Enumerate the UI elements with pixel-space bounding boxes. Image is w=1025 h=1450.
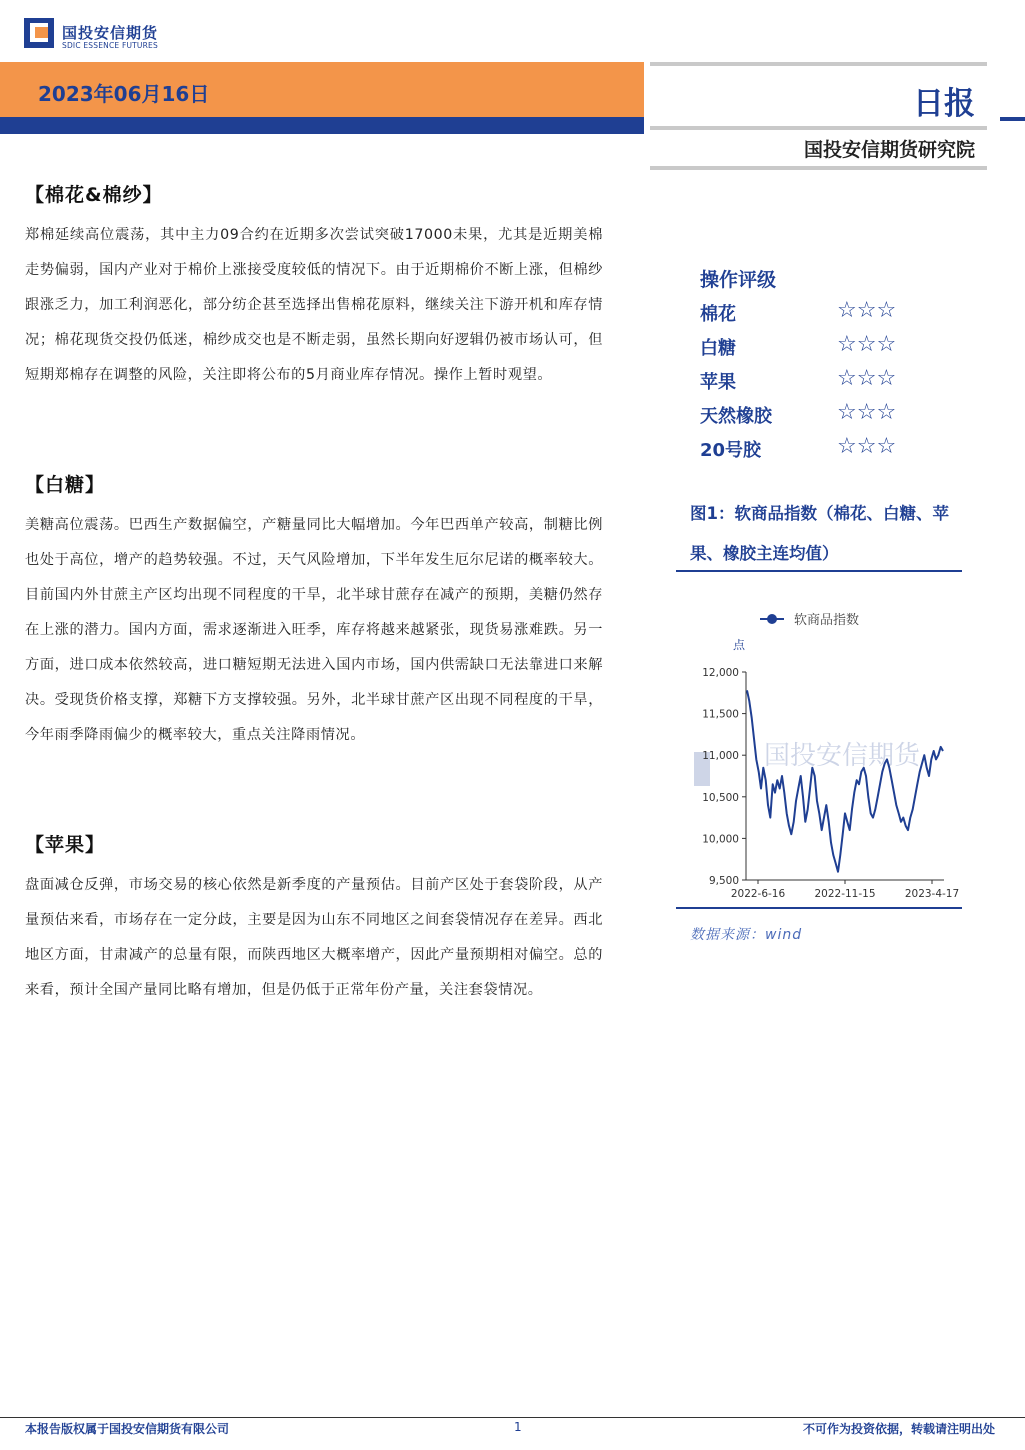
footer-disclaimer: 不可作为投资依据，转载请注明出处 xyxy=(802,1422,995,1436)
rating-stars-icon: ☆☆☆ xyxy=(837,332,897,357)
header-divider xyxy=(650,166,987,170)
rating-stars-icon: ☆☆☆ xyxy=(837,366,897,391)
x-tick-label: 2022-11-15 xyxy=(814,888,876,900)
soft-commodity-index-chart xyxy=(676,596,962,904)
rating-name: 棉花 xyxy=(700,304,736,325)
rating-name: 苹果 xyxy=(700,372,736,393)
rating-row xyxy=(700,436,920,470)
y-tick-label: 12,000 xyxy=(702,667,739,679)
rating-row xyxy=(700,300,920,334)
data-source: 数据来源：wind xyxy=(690,927,803,943)
report-type: 日报 xyxy=(913,86,975,122)
x-tick-label: 2023-4-17 xyxy=(904,888,960,900)
x-axis-ticks xyxy=(731,880,959,900)
header-divider xyxy=(650,126,987,130)
rating-name: 天然橡胶 xyxy=(700,406,772,427)
section-title-apple: 【苹果】 xyxy=(25,834,106,856)
section-body-sugar: 美糖高位震荡。巴西生产数据偏空，产糖量同比大幅增加。今年巴西单产较高，制糖比例也处于高位，增产的趋势较强。不过，天气风险增加，下半年发生厄尔尼诺的概率较大。目前国内外甘蔗主产区均出现不同程度的干旱，北半球甘蔗存在减产的预期，美糖仍然存在上涨的潜力。国内方面，需求逐渐进入旺季，库存将越来越紧张，现货易涨难跌。另一方面，进口成本依然较高，进口糖短期无法进入国内市场，国内供需缺口无法靠进口来解决。受现货价格支撑，郑糖下方支撑较强。另外，北半球甘蔗产区出现不同程度的干旱，今年雨季降雨偏少的概率较大，重点关注降雨情况。 xyxy=(25,517,603,743)
y-tick-label: 10,000 xyxy=(702,833,739,846)
figure-rule-top xyxy=(676,570,962,572)
header-divider xyxy=(650,62,987,66)
y-tick-label: 10,500 xyxy=(702,791,739,804)
y-tick-label: 11,500 xyxy=(702,708,739,721)
watermark-text: 国投安信期货 xyxy=(764,741,921,771)
rating-name: 白糖 xyxy=(700,338,736,359)
section-body-cotton: 郑棉延续高位震荡，其中主力09合约在近期多次尝试突破17000未果，尤其是近期美棉走势偏弱，国内产业对于棉价上涨接受度较低的情况下。由于近期棉价不断上涨，但棉纱跟涨乏力，加工利润恶化，部分纺企甚至选择出售棉花原料，继续关注下游开机和库存情况；棉花现货交投仍低迷，棉纱成交也是不断走弱，虽然长期向好逻辑仍被市场认可，但短期郑棉存在调整的风险，关注即将公布的5月商业库存情况。操作上暂时观望。 xyxy=(25,227,603,383)
rating-row xyxy=(700,334,920,368)
rating-stars-icon: ☆☆☆ xyxy=(837,434,897,459)
header-divider xyxy=(1000,117,1025,121)
legend-label: 软商品指数 xyxy=(794,613,860,628)
section-title-sugar: 【白糖】 xyxy=(25,474,106,496)
figure-title: 图1：软商品指数（棉花、白糖、苹果、橡胶主连均值） xyxy=(690,504,949,563)
legend-marker-icon xyxy=(767,614,777,624)
footer-divider xyxy=(0,1417,1025,1418)
rating-row xyxy=(700,402,920,436)
header-blue-bar xyxy=(0,117,644,134)
y-axis-unit: 点 xyxy=(733,638,746,652)
rating-row xyxy=(700,368,920,402)
section-title-cotton: 【棉花&棉纱】 xyxy=(25,184,163,206)
report-date: 2023年06月16日 xyxy=(38,82,210,106)
series-line-soft-commodity-index xyxy=(747,690,943,871)
footer-copyright: 本报告版权属于国投安信期货有限公司 xyxy=(25,1422,230,1436)
logo-mark-icon xyxy=(24,18,54,48)
rating-name: 20号胶 xyxy=(700,440,762,461)
rating-stars-icon: ☆☆☆ xyxy=(837,298,897,323)
rating-stars-icon: ☆☆☆ xyxy=(837,400,897,425)
section-body-apple: 盘面减仓反弹，市场交易的核心依然是新季度的产量预估。目前产区处于套袋阶段，从产量预估来看，市场存在一定分歧，主要是因为山东不同地区之间套袋情况存在差异。西北地区方面，甘肃减产的总量有限，而陕西地区大概率增产，因此产量预期相对偏空。总的来看，预计全国产量同比略有增加，但是仍低于正常年份产量，关注套袋情况。 xyxy=(25,877,603,998)
figure-rule-bottom xyxy=(676,907,962,909)
y-tick-label: 9,500 xyxy=(708,875,739,887)
logo-name-cn: 国投安信期货 xyxy=(62,24,159,42)
ratings-title: 操作评级 xyxy=(700,269,777,291)
y-tick-label: 11,000 xyxy=(702,750,739,763)
x-tick-label: 2022-6-16 xyxy=(730,888,786,900)
logo-name-en: SDIC ESSENCE FUTURES xyxy=(62,41,158,50)
institute-name: 国投安信期货研究院 xyxy=(803,139,975,161)
chart-legend xyxy=(760,612,859,628)
company-logo xyxy=(24,16,224,56)
page-number: 1 xyxy=(514,1420,522,1434)
